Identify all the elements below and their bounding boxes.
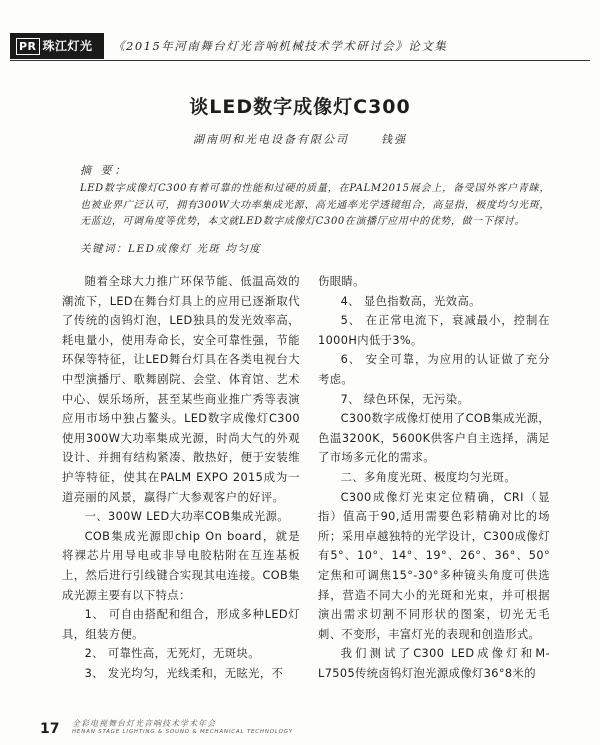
list-item: 6、 安全可靠，为应用的认证做了充分考虑。 bbox=[318, 353, 550, 386]
publisher-logo bbox=[10, 33, 104, 59]
paragraph: 伤眼睛。 bbox=[318, 275, 365, 288]
series-title: 《2015年河南舞台灯光音响机械技术学术研讨会》论文集 bbox=[113, 39, 448, 53]
author-line bbox=[0, 131, 600, 147]
paragraph: C300成像灯光束定位精确，CRI（显指）值高于90,适用需要色彩精确对比的场所；采用卓越独特的光学设计，C300成像灯有5°、10°、14°、19°、26°、36°、50°定焦和可调焦15°-30°多种镜头角度可供选择，营造不同大小的光斑和光束，并可根据演出需求切割不同形状的图案，切光无毛刺、不变形，丰富灯光的表现和创造形式。 bbox=[318, 490, 550, 641]
list-item: 7、 绿色环保，无污染。 bbox=[340, 392, 470, 406]
paragraph: 我们测试了C300 LED成像灯和M-L7505传统卤钨灯泡光源成像灯36°8米的 bbox=[318, 647, 550, 680]
author-name: 钱强 bbox=[381, 133, 407, 146]
author-organization: 湖南明和光电设备有限公司 bbox=[193, 133, 349, 146]
list-item: 1、 可自由搭配和组合，形成多种LED灯具，组装方便。 bbox=[62, 608, 300, 641]
paragraph: COB集成光源即chip On board，就是将裸芯片用导电或非导电胶粘附在互连基板上，然后进行引线键合实现其电连接。COB集成光源主要有以下特点： bbox=[62, 529, 300, 602]
logo-mark: PR bbox=[16, 38, 40, 55]
abstract-text: LED数字成像灯C300有着可靠的性能和过硬的质量，在PALM2015展会上，备受国外客户青睐，也被业界广泛认可，拥有300W大功率集成光源、高光通率光学透镜组合，高显指，极度均匀光斑，无蓝边，可调角度等优势，本文就LED数字成像灯C300在演播厅应用中的优势，做一下探讨。 bbox=[80, 183, 550, 227]
running-header bbox=[10, 33, 590, 59]
page-number: 17 bbox=[40, 721, 60, 737]
section-heading: 一、300W LED大功率COB集成光源。 bbox=[84, 510, 289, 524]
article-title: 谈LED数字成像灯C300 bbox=[189, 96, 411, 118]
logo-text: 珠江灯光 bbox=[42, 39, 93, 53]
section-heading: 二、多角度光斑、极度均匀光斑。 bbox=[340, 470, 517, 484]
footer-journal-title: 全彩电视舞台灯光音响技术学术年会 bbox=[72, 719, 216, 728]
body-column-right bbox=[318, 272, 550, 683]
body-column-left bbox=[62, 272, 300, 683]
footer-journal-subtitle: HENAN STAGE LIGHTING & SOUND & MECHANICAL TECHNOLOGY bbox=[72, 729, 293, 735]
keywords: 关键词：LED成像灯 光斑 均匀度 bbox=[80, 243, 262, 255]
list-item: 3、 发光均匀，光线柔和，无眩光，不 bbox=[84, 666, 284, 680]
paragraph: C300数字成像灯使用了COB集成光源，色温3200K，5600K供客户自主选择，满足了市场多元化的需求。 bbox=[318, 412, 550, 465]
header-divider bbox=[10, 60, 590, 61]
list-item: 5、 在正常电流下，衰减最小，控制在1000H内低于3%。 bbox=[318, 314, 550, 347]
list-item: 4、 显色指数高，光效高。 bbox=[340, 294, 481, 308]
footer-journal bbox=[72, 719, 293, 737]
paragraph: 随着全球大力推广环保节能、低温高效的潮流下，LED在舞台灯具上的应用已逐渐取代了传统的卤钨灯泡，LED独具的发光效率高，耗电量小，使用寿命长，安全可靠性强，节能环保等特征，让LED舞台灯具在各类电视台大中型演播厅、歌舞剧院、会堂、体育馆、艺术中心、娱乐场所，甚至某些商业推广秀等表演应用市场中独占鳌头。LED数字成像灯C300使用300W大功率集成光源，时尚大气的外观设计、并拥有结构紧凑、散热好，便于安装维护等特征，使其在PALM EXPO 2015成为一道亮丽的风景，赢得广大参观客户的好评。 bbox=[62, 275, 300, 504]
abstract-label: 摘 要： bbox=[80, 164, 129, 177]
list-item: 2、 可靠性高，无死灯，无斑块。 bbox=[84, 647, 260, 661]
